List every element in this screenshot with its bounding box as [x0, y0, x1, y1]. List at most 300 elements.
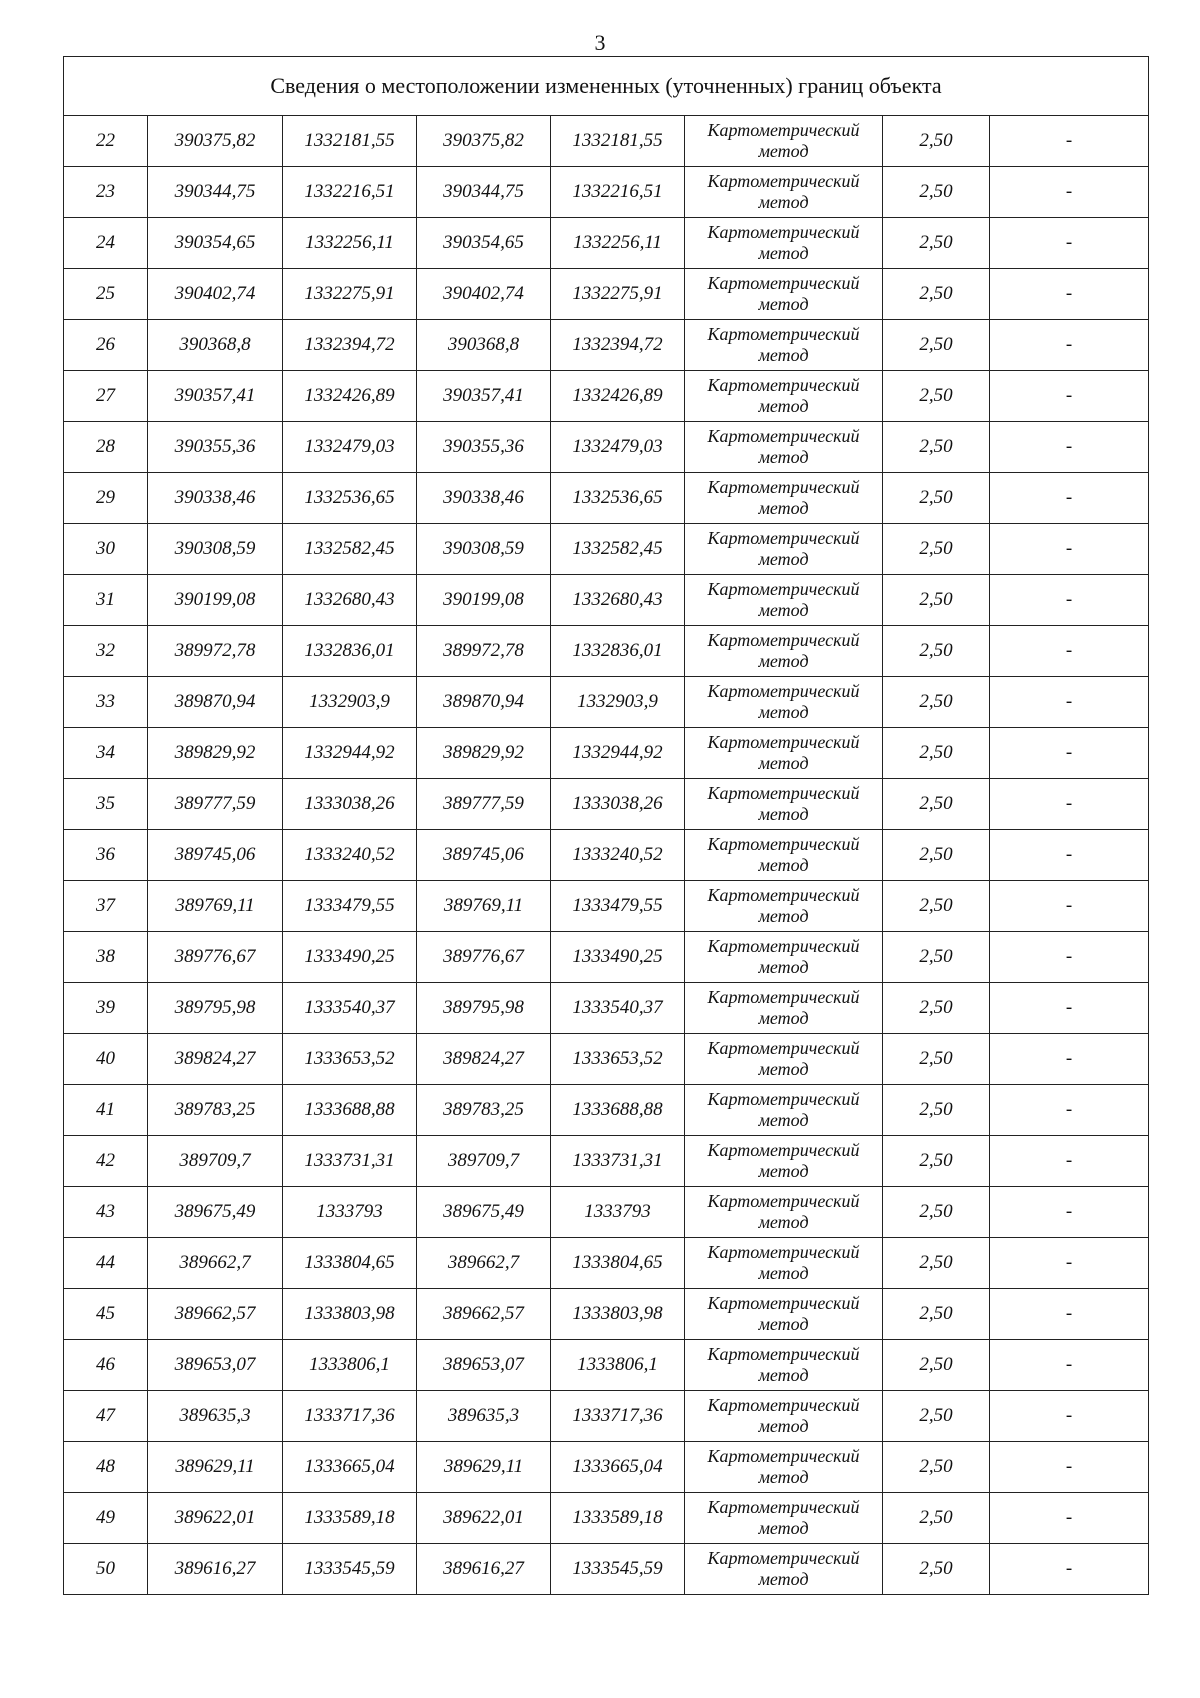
y-refined-cell: 1333665,04	[551, 1442, 685, 1493]
table-row	[64, 728, 1149, 779]
y-existing-cell: 1333803,98	[283, 1289, 417, 1340]
method-cell	[685, 422, 883, 473]
table-row	[64, 1493, 1149, 1544]
y-existing-cell: 1332394,72	[283, 320, 417, 371]
table-row	[64, 1085, 1149, 1136]
method-line-1: Картометрический	[707, 528, 860, 548]
y-existing-cell: 1332216,51	[283, 167, 417, 218]
method-line-2: метод	[758, 1467, 809, 1487]
table-row	[64, 320, 1149, 371]
y-existing-cell: 1332426,89	[283, 371, 417, 422]
point-number-cell: 35	[64, 779, 148, 830]
y-existing-cell: 1333731,31	[283, 1136, 417, 1187]
y-existing-cell: 1333490,25	[283, 932, 417, 983]
method-line-2: метод	[758, 1059, 809, 1079]
method-line-1: Картометрический	[707, 1446, 860, 1466]
table-row	[64, 1136, 1149, 1187]
x-existing-cell: 389653,07	[148, 1340, 283, 1391]
point-number-cell: 43	[64, 1187, 148, 1238]
table-row	[64, 473, 1149, 524]
y-refined-cell: 1333490,25	[551, 932, 685, 983]
y-refined-cell: 1333804,65	[551, 1238, 685, 1289]
point-number-cell: 38	[64, 932, 148, 983]
method-line-1: Картометрический	[707, 1242, 860, 1262]
description-cell: -	[990, 1238, 1149, 1289]
table-row	[64, 830, 1149, 881]
x-refined-cell: 390355,36	[417, 422, 551, 473]
description-cell: -	[990, 524, 1149, 575]
x-existing-cell: 389795,98	[148, 983, 283, 1034]
x-existing-cell: 389629,11	[148, 1442, 283, 1493]
accuracy-cell: 2,50	[883, 269, 990, 320]
method-line-2: метод	[758, 549, 809, 569]
description-cell: -	[990, 1340, 1149, 1391]
y-refined-cell: 1333545,59	[551, 1544, 685, 1595]
method-line-1: Картометрический	[707, 1140, 860, 1160]
table-row	[64, 1034, 1149, 1085]
method-cell	[685, 1085, 883, 1136]
y-existing-cell: 1332256,11	[283, 218, 417, 269]
x-existing-cell: 389769,11	[148, 881, 283, 932]
accuracy-cell: 2,50	[883, 473, 990, 524]
method-line-2: метод	[758, 1161, 809, 1181]
table-row	[64, 371, 1149, 422]
x-refined-cell: 389776,67	[417, 932, 551, 983]
description-cell: -	[990, 218, 1149, 269]
point-number-cell: 26	[64, 320, 148, 371]
x-refined-cell: 390344,75	[417, 167, 551, 218]
x-existing-cell: 390357,41	[148, 371, 283, 422]
point-number-cell: 49	[64, 1493, 148, 1544]
y-refined-cell: 1332903,9	[551, 677, 685, 728]
table-row	[64, 1391, 1149, 1442]
y-existing-cell: 1332680,43	[283, 575, 417, 626]
x-existing-cell: 389662,7	[148, 1238, 283, 1289]
y-refined-cell: 1332275,91	[551, 269, 685, 320]
method-cell	[685, 269, 883, 320]
method-line-1: Картометрический	[707, 987, 860, 1007]
method-line-2: метод	[758, 1008, 809, 1028]
method-line-1: Картометрический	[707, 426, 860, 446]
x-refined-cell: 389783,25	[417, 1085, 551, 1136]
accuracy-cell: 2,50	[883, 779, 990, 830]
method-cell	[685, 728, 883, 779]
x-existing-cell: 389745,06	[148, 830, 283, 881]
accuracy-cell: 2,50	[883, 1136, 990, 1187]
y-existing-cell: 1333793	[283, 1187, 417, 1238]
description-cell: -	[990, 881, 1149, 932]
method-line-1: Картометрический	[707, 171, 860, 191]
method-line-2: метод	[758, 498, 809, 518]
method-line-2: метод	[758, 651, 809, 671]
y-existing-cell: 1332944,92	[283, 728, 417, 779]
method-line-2: метод	[758, 906, 809, 926]
method-line-2: метод	[758, 1212, 809, 1232]
point-number-cell: 48	[64, 1442, 148, 1493]
method-cell	[685, 1544, 883, 1595]
x-refined-cell: 389662,7	[417, 1238, 551, 1289]
y-refined-cell: 1333589,18	[551, 1493, 685, 1544]
x-existing-cell: 389635,3	[148, 1391, 283, 1442]
method-cell	[685, 473, 883, 524]
method-line-2: метод	[758, 600, 809, 620]
description-cell: -	[990, 1391, 1149, 1442]
y-refined-cell: 1332582,45	[551, 524, 685, 575]
y-refined-cell: 1332479,03	[551, 422, 685, 473]
y-refined-cell: 1332426,89	[551, 371, 685, 422]
y-existing-cell: 1333804,65	[283, 1238, 417, 1289]
table-row	[64, 983, 1149, 1034]
method-line-2: метод	[758, 345, 809, 365]
x-existing-cell: 389776,67	[148, 932, 283, 983]
method-line-1: Картометрический	[707, 936, 860, 956]
table-row	[64, 269, 1149, 320]
method-cell	[685, 1034, 883, 1085]
y-refined-cell: 1333540,37	[551, 983, 685, 1034]
accuracy-cell: 2,50	[883, 1238, 990, 1289]
description-cell: -	[990, 677, 1149, 728]
y-existing-cell: 1333589,18	[283, 1493, 417, 1544]
y-existing-cell: 1333717,36	[283, 1391, 417, 1442]
description-cell: -	[990, 1442, 1149, 1493]
y-existing-cell: 1333479,55	[283, 881, 417, 932]
y-refined-cell: 1333688,88	[551, 1085, 685, 1136]
accuracy-cell: 2,50	[883, 371, 990, 422]
method-cell	[685, 218, 883, 269]
y-existing-cell: 1333665,04	[283, 1442, 417, 1493]
y-existing-cell: 1332536,65	[283, 473, 417, 524]
method-line-2: метод	[758, 243, 809, 263]
method-cell	[685, 677, 883, 728]
point-number-cell: 29	[64, 473, 148, 524]
y-refined-cell: 1333717,36	[551, 1391, 685, 1442]
x-existing-cell: 389824,27	[148, 1034, 283, 1085]
method-line-2: метод	[758, 1569, 809, 1589]
point-number-cell: 28	[64, 422, 148, 473]
y-existing-cell: 1333806,1	[283, 1340, 417, 1391]
description-cell: -	[990, 728, 1149, 779]
y-existing-cell: 1332903,9	[283, 677, 417, 728]
method-cell	[685, 881, 883, 932]
x-refined-cell: 389709,7	[417, 1136, 551, 1187]
y-existing-cell: 1333240,52	[283, 830, 417, 881]
x-refined-cell: 389829,92	[417, 728, 551, 779]
x-existing-cell: 389622,01	[148, 1493, 283, 1544]
description-cell: -	[990, 1493, 1149, 1544]
accuracy-cell: 2,50	[883, 116, 990, 167]
x-refined-cell: 390338,46	[417, 473, 551, 524]
method-line-2: метод	[758, 294, 809, 314]
table-row	[64, 1238, 1149, 1289]
point-number-cell: 47	[64, 1391, 148, 1442]
x-refined-cell: 389777,59	[417, 779, 551, 830]
description-cell: -	[990, 1544, 1149, 1595]
method-line-1: Картометрический	[707, 783, 860, 803]
accuracy-cell: 2,50	[883, 677, 990, 728]
method-line-2: метод	[758, 804, 809, 824]
method-cell	[685, 932, 883, 983]
point-number-cell: 40	[64, 1034, 148, 1085]
x-refined-cell: 389824,27	[417, 1034, 551, 1085]
y-existing-cell: 1333688,88	[283, 1085, 417, 1136]
method-cell	[685, 1340, 883, 1391]
x-existing-cell: 389662,57	[148, 1289, 283, 1340]
method-cell	[685, 1187, 883, 1238]
x-existing-cell: 389829,92	[148, 728, 283, 779]
method-cell	[685, 575, 883, 626]
method-line-2: метод	[758, 192, 809, 212]
x-existing-cell: 390338,46	[148, 473, 283, 524]
x-refined-cell: 389795,98	[417, 983, 551, 1034]
x-refined-cell: 389972,78	[417, 626, 551, 677]
accuracy-cell: 2,50	[883, 575, 990, 626]
x-existing-cell: 389777,59	[148, 779, 283, 830]
table-row	[64, 1289, 1149, 1340]
method-line-1: Картометрический	[707, 1395, 860, 1415]
method-cell	[685, 779, 883, 830]
point-number-cell: 37	[64, 881, 148, 932]
method-line-1: Картометрический	[707, 1293, 860, 1313]
method-line-2: метод	[758, 1365, 809, 1385]
description-cell: -	[990, 371, 1149, 422]
x-refined-cell: 390368,8	[417, 320, 551, 371]
table-body	[64, 57, 1149, 1595]
method-line-1: Картометрический	[707, 1548, 860, 1568]
description-cell: -	[990, 626, 1149, 677]
method-line-1: Картометрический	[707, 834, 860, 854]
point-number-cell: 39	[64, 983, 148, 1034]
x-refined-cell: 389635,3	[417, 1391, 551, 1442]
x-refined-cell: 390402,74	[417, 269, 551, 320]
method-cell	[685, 1289, 883, 1340]
point-number-cell: 42	[64, 1136, 148, 1187]
x-refined-cell: 390357,41	[417, 371, 551, 422]
method-line-2: метод	[758, 141, 809, 161]
method-line-2: метод	[758, 957, 809, 977]
table-row	[64, 1544, 1149, 1595]
point-number-cell: 36	[64, 830, 148, 881]
x-existing-cell: 389972,78	[148, 626, 283, 677]
x-refined-cell: 389675,49	[417, 1187, 551, 1238]
method-line-2: метод	[758, 1110, 809, 1130]
point-number-cell: 31	[64, 575, 148, 626]
description-cell: -	[990, 320, 1149, 371]
x-refined-cell: 389629,11	[417, 1442, 551, 1493]
method-line-2: метод	[758, 1416, 809, 1436]
description-cell: -	[990, 116, 1149, 167]
method-cell	[685, 1238, 883, 1289]
x-existing-cell: 389709,7	[148, 1136, 283, 1187]
x-existing-cell: 390308,59	[148, 524, 283, 575]
x-refined-cell: 390375,82	[417, 116, 551, 167]
y-refined-cell: 1333731,31	[551, 1136, 685, 1187]
description-cell: -	[990, 1034, 1149, 1085]
y-existing-cell: 1332582,45	[283, 524, 417, 575]
point-number-cell: 23	[64, 167, 148, 218]
point-number-cell: 33	[64, 677, 148, 728]
method-line-1: Картометрический	[707, 1497, 860, 1517]
method-cell	[685, 1442, 883, 1493]
description-cell: -	[990, 1289, 1149, 1340]
accuracy-cell: 2,50	[883, 626, 990, 677]
x-existing-cell: 389616,27	[148, 1544, 283, 1595]
y-existing-cell: 1332275,91	[283, 269, 417, 320]
accuracy-cell: 2,50	[883, 1085, 990, 1136]
method-cell	[685, 167, 883, 218]
x-refined-cell: 389662,57	[417, 1289, 551, 1340]
method-line-2: метод	[758, 1518, 809, 1538]
x-refined-cell: 389653,07	[417, 1340, 551, 1391]
method-line-1: Картометрический	[707, 222, 860, 242]
x-refined-cell: 390199,08	[417, 575, 551, 626]
accuracy-cell: 2,50	[883, 1340, 990, 1391]
method-line-1: Картометрический	[707, 1089, 860, 1109]
method-line-2: метод	[758, 855, 809, 875]
method-line-1: Картометрический	[707, 630, 860, 650]
table-row	[64, 932, 1149, 983]
x-refined-cell: 389745,06	[417, 830, 551, 881]
boundary-coordinates-table	[63, 56, 1149, 1595]
accuracy-cell: 2,50	[883, 422, 990, 473]
x-existing-cell: 389870,94	[148, 677, 283, 728]
method-cell	[685, 983, 883, 1034]
method-cell	[685, 524, 883, 575]
x-existing-cell: 390368,8	[148, 320, 283, 371]
y-existing-cell: 1333545,59	[283, 1544, 417, 1595]
point-number-cell: 34	[64, 728, 148, 779]
table-row	[64, 677, 1149, 728]
accuracy-cell: 2,50	[883, 1187, 990, 1238]
accuracy-cell: 2,50	[883, 1391, 990, 1442]
method-cell	[685, 1493, 883, 1544]
x-existing-cell: 390402,74	[148, 269, 283, 320]
accuracy-cell: 2,50	[883, 983, 990, 1034]
x-refined-cell: 389616,27	[417, 1544, 551, 1595]
x-existing-cell: 390375,82	[148, 116, 283, 167]
description-cell: -	[990, 167, 1149, 218]
method-cell	[685, 320, 883, 371]
method-line-1: Картометрический	[707, 1038, 860, 1058]
x-existing-cell: 390344,75	[148, 167, 283, 218]
y-refined-cell: 1333038,26	[551, 779, 685, 830]
y-existing-cell: 1332181,55	[283, 116, 417, 167]
description-cell: -	[990, 1136, 1149, 1187]
method-line-2: метод	[758, 753, 809, 773]
y-existing-cell: 1332479,03	[283, 422, 417, 473]
accuracy-cell: 2,50	[883, 1493, 990, 1544]
method-line-1: Картометрический	[707, 579, 860, 599]
y-refined-cell: 1333793	[551, 1187, 685, 1238]
description-cell: -	[990, 473, 1149, 524]
accuracy-cell: 2,50	[883, 524, 990, 575]
method-cell	[685, 116, 883, 167]
method-line-2: метод	[758, 1314, 809, 1334]
method-line-1: Картометрический	[707, 120, 860, 140]
y-refined-cell: 1332836,01	[551, 626, 685, 677]
method-cell	[685, 371, 883, 422]
description-cell: -	[990, 269, 1149, 320]
x-existing-cell: 389783,25	[148, 1085, 283, 1136]
y-refined-cell: 1332680,43	[551, 575, 685, 626]
y-existing-cell: 1333540,37	[283, 983, 417, 1034]
point-number-cell: 45	[64, 1289, 148, 1340]
point-number-cell: 32	[64, 626, 148, 677]
accuracy-cell: 2,50	[883, 932, 990, 983]
y-refined-cell: 1333803,98	[551, 1289, 685, 1340]
table-row	[64, 1340, 1149, 1391]
method-line-2: метод	[758, 1263, 809, 1283]
y-refined-cell: 1332536,65	[551, 473, 685, 524]
x-existing-cell: 389675,49	[148, 1187, 283, 1238]
point-number-cell: 27	[64, 371, 148, 422]
table-row	[64, 524, 1149, 575]
point-number-cell: 25	[64, 269, 148, 320]
x-refined-cell: 390308,59	[417, 524, 551, 575]
method-line-1: Картометрический	[707, 273, 860, 293]
accuracy-cell: 2,50	[883, 1289, 990, 1340]
y-refined-cell: 1333653,52	[551, 1034, 685, 1085]
point-number-cell: 22	[64, 116, 148, 167]
description-cell: -	[990, 1187, 1149, 1238]
method-line-1: Картометрический	[707, 681, 860, 701]
y-refined-cell: 1332944,92	[551, 728, 685, 779]
method-line-1: Картометрический	[707, 885, 860, 905]
description-cell: -	[990, 422, 1149, 473]
x-refined-cell: 390354,65	[417, 218, 551, 269]
method-line-2: метод	[758, 447, 809, 467]
method-cell	[685, 626, 883, 677]
accuracy-cell: 2,50	[883, 728, 990, 779]
y-refined-cell: 1333806,1	[551, 1340, 685, 1391]
table-row	[64, 626, 1149, 677]
description-cell: -	[990, 779, 1149, 830]
description-cell: -	[990, 575, 1149, 626]
accuracy-cell: 2,50	[883, 320, 990, 371]
accuracy-cell: 2,50	[883, 1544, 990, 1595]
method-line-1: Картометрический	[707, 324, 860, 344]
y-refined-cell: 1332256,11	[551, 218, 685, 269]
point-number-cell: 30	[64, 524, 148, 575]
x-existing-cell: 390355,36	[148, 422, 283, 473]
table-row	[64, 881, 1149, 932]
table-row	[64, 116, 1149, 167]
y-refined-cell: 1333479,55	[551, 881, 685, 932]
method-line-2: метод	[758, 396, 809, 416]
point-number-cell: 24	[64, 218, 148, 269]
method-line-1: Картометрический	[707, 732, 860, 752]
y-refined-cell: 1332394,72	[551, 320, 685, 371]
x-refined-cell: 389769,11	[417, 881, 551, 932]
accuracy-cell: 2,50	[883, 881, 990, 932]
accuracy-cell: 2,50	[883, 1442, 990, 1493]
method-line-1: Картометрический	[707, 1344, 860, 1364]
x-refined-cell: 389622,01	[417, 1493, 551, 1544]
table-row	[64, 779, 1149, 830]
method-cell	[685, 1391, 883, 1442]
method-cell	[685, 830, 883, 881]
point-number-cell: 44	[64, 1238, 148, 1289]
table-row	[64, 575, 1149, 626]
method-cell	[685, 1136, 883, 1187]
description-cell: -	[990, 1085, 1149, 1136]
table-row	[64, 1442, 1149, 1493]
x-existing-cell: 390354,65	[148, 218, 283, 269]
method-line-1: Картометрический	[707, 477, 860, 497]
point-number-cell: 41	[64, 1085, 148, 1136]
table-row	[64, 422, 1149, 473]
method-line-2: метод	[758, 702, 809, 722]
y-refined-cell: 1333240,52	[551, 830, 685, 881]
